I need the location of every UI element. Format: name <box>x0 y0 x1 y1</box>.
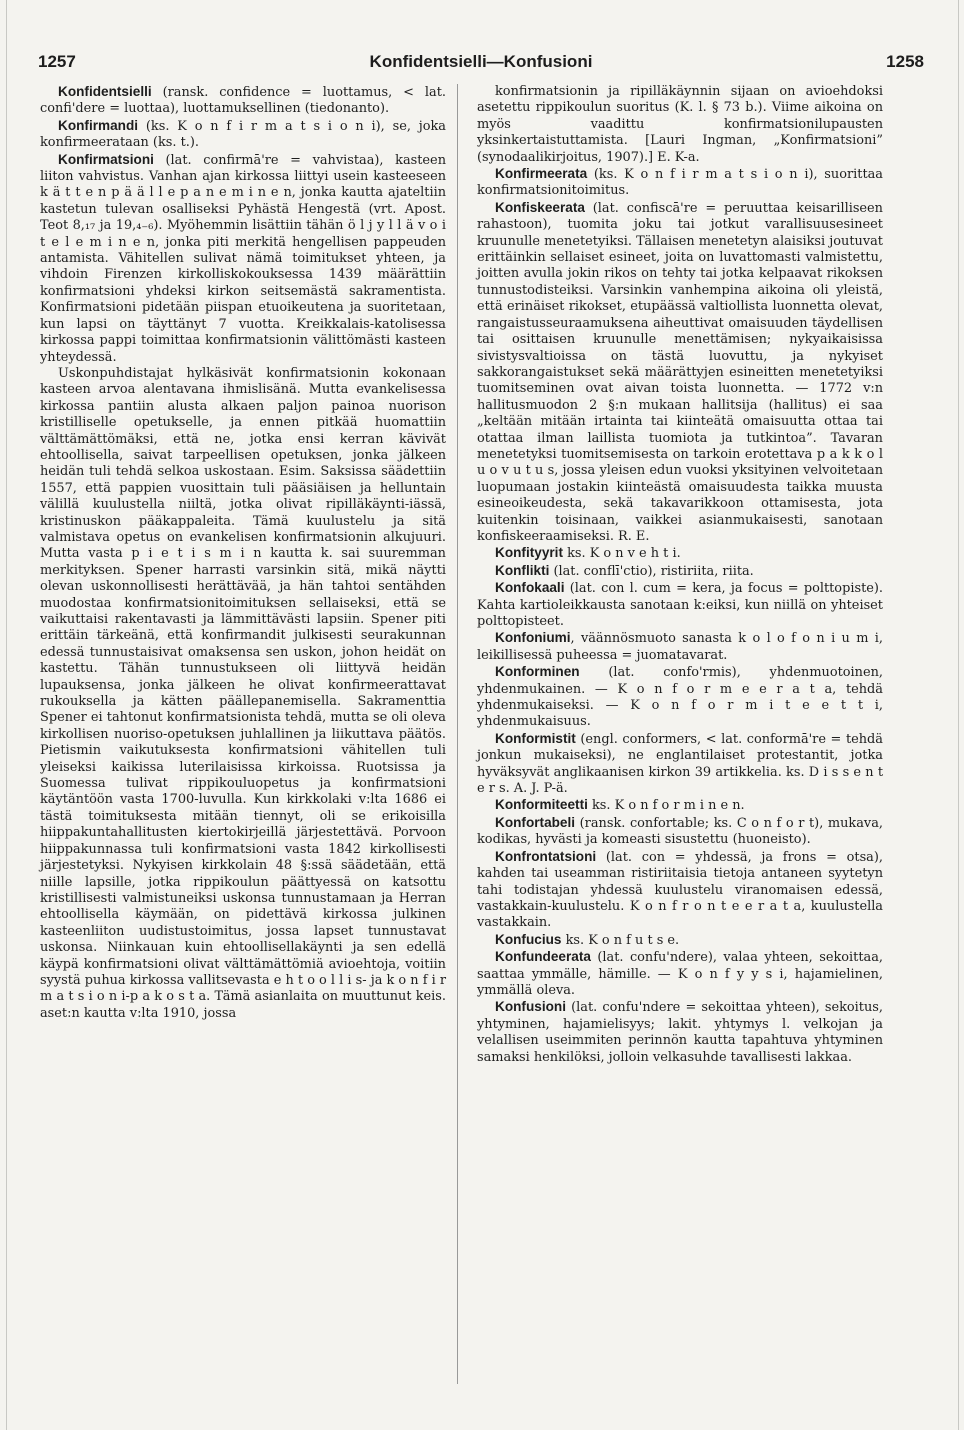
dictionary-entry <box>40 84 446 118</box>
entry-headword: Konfirmatsioni <box>58 151 154 167</box>
entry-headword: Konfityyrit <box>495 545 563 561</box>
dictionary-entry <box>477 630 883 664</box>
entry-text: ks. K o n v e h t i. <box>562 546 681 562</box>
dictionary-entry <box>477 580 883 630</box>
entry-text: (lat. confo'rmis), yhdenmuotoinen, yhdenmukainen. — K o n f o r m e e r a t a, tehdä yhdenmukaiseksi. — K o n f o r m i t e e t t i, yhdenmukaisuus. <box>477 665 883 730</box>
dictionary-entry <box>477 166 883 200</box>
dictionary-entry <box>477 731 883 798</box>
page-number-left: 1257 <box>38 52 76 71</box>
entry-text: Uskonpuhdistajat hylkäsivät konfirmatsionin kokonaan kasteen arvoa alentavana ihmislisänä. Mutta evankelisessa kirkossa pantiin alusta alkaen paljon painoa nuorison kristilliselle opetukselle, ja ennen pitkää huomattiin välttämättömäksi, että ne, jotka ensi kerran kävivät ehtoollisella, saivat tarpeellisen opetuksen, jonka jälkeen heidän tuli tehdä selkoa uskostaan. Esim. Saksissa säädettiin 1557, että pappien vuosittain tuli pääsiäisen ja helluntain välillä kuulustella niiltä, jotka olivat ripilläkäynti-iässä, kristinuskon pääkappaleita. Tämä kuulustelu ja sitä valmistava opetus on evankelisen konfirmatsionin alkujuuri. Mutta vasta p i e t i s m i n kautta k. sai suuremman merkityksen. Spener harrasti varsinkin sitä, mikä näytti olevan uskonnollisesti herättävää, ja hän tahtoi sentähden muodostaa konfirmatsionitoimituksen sellaiseksi, että se vaikuttaisi rakentavasti ja lämmittävästi lapsiin. Spener piti erittäin tärkeänä, että konfirmandit julkisesti seurakunnan edessä tunnustaisivat omaksensa sen uskon, johon heidät on kastettu. Tähän tunnustukseen oli liittyvä heidän lupauksensa, jonka jälkeen he olivat konfirmeerattavat rukouksella ja kätten päällepanemisella. Sakramenttia Spener ei tahtonut konfirmatsionista tehdä, mutta se oli oleva kirkollisen nuoriso-opetuksen juhlallinen ja liikuttava päätös. Pietismin vaikutuksesta konfirmatsioni vähitellen tuli yleiseksi kaikissa luterilaisissa kirkoissa. Ruotsissa ja Suomessa tulivat rippikouluopetus ja konfirmatsioni käytäntöön vasta 1700-luvulla. Kun kirkkolaki v:lta 1686 ei tästä toimituksesta mitään tiennyt, oli se erikoisilla hiippakuntahallitusten kiertokirjeillä järjestettävä. Porvoon hiippakunnassa tuli konfirmatsioni vasta 1842 kirkollisesti järjestetyksi. Nykyisen kirkkolain 48 §:ssä säädetään, että niille lapsille, jotka rippikoulun päättyessä on katsottu kristillisesti valmistuneiksi uskonsa tunnustamaan ja Herran ehtoollisella käymään, on pidettävä kirkossa julkinen kasteenliiton uudistustoimitus, jossa lapset tunnustavat uskonsa. Niinkauan kuin ehtoollisellakäynti ja sen edellä käypä konfirmatsioni olivat välttämättömiä avioehtoja, voitiin syystä puhua kirkossa vallitsevasta e h t o o l l i s- ja k o n f i r m a t s i o n i-p a k o s t a. Tämä asianlaita on muuttunut keis. aset:n kautta v:lta 1910, jossa <box>40 365 446 1021</box>
entry-headword: Konflikti <box>495 562 550 578</box>
dictionary-entry <box>40 366 446 1022</box>
running-title: Konfidentsielli—Konfusioni <box>369 52 593 71</box>
left-column <box>40 84 446 1022</box>
entry-headword: Konfusioni <box>495 999 566 1015</box>
entry-headword: Konformistit <box>495 730 576 746</box>
entry-headword: Konfokaali <box>495 580 565 596</box>
entry-text: (lat. confu'ndere), valaa yhteen, sekoittaa, saattaa ymmälle, hämille. — K o n f y y s i, hajamielinen, ymmällä oleva. <box>477 950 883 998</box>
entry-text: (ransk. confortable; ks. C o n f o r t), mukava, kodikas, hyvästi ja komeasti sisustettu (huoneisto). <box>477 815 883 848</box>
right-column <box>477 84 883 1066</box>
entry-headword: Konfortabeli <box>495 814 576 830</box>
entry-text: (lat. conflī'ctio), ristiriita, riita. <box>549 563 754 579</box>
entry-headword: Konfundeerata <box>495 949 591 965</box>
dictionary-entry <box>477 932 883 949</box>
entry-text: , väännösmuoto sanasta k o l o f o n i u m i, leikillisessä puheessa = juomatavarat. <box>477 631 883 663</box>
entry-text: (ransk. confidence = luottamus, < lat. confi'dere = luottaa), luottamuksellinen (tiedonanto). <box>40 85 446 117</box>
column-divider <box>457 84 458 1384</box>
entry-headword: Konforminen <box>495 664 580 680</box>
dictionary-entry <box>477 949 883 999</box>
right-margin-line <box>958 0 959 1430</box>
page-number-right: 1258 <box>886 52 924 71</box>
dictionary-entry <box>477 84 883 166</box>
entry-text: (lat. con l. cum = kera, ja focus = polttopiste). Kahta kartioleikkausta sanotaan k:eiksi, kun niillä on yhteiset polttopisteet. <box>477 581 883 629</box>
dictionary-entry <box>477 545 883 562</box>
entry-headword: Konformiteetti <box>495 797 588 813</box>
entry-headword: Konfirmandi <box>58 117 139 133</box>
dictionary-entry <box>477 563 883 580</box>
left-margin-line <box>6 0 7 1430</box>
dictionary-entry <box>477 200 883 546</box>
entry-text: ks. K o n f o r m i n e n. <box>587 798 745 814</box>
page-header <box>38 52 924 80</box>
dictionary-entry <box>477 999 883 1066</box>
entry-headword: Konfrontatsioni <box>495 848 597 864</box>
entry-text: (ks. K o n f i r m a t s i o n i), se, joka konfirmeerataan (ks. t.). <box>40 118 446 151</box>
entry-text: (lat. con = yhdessä, ja frons = otsa), kahden tai useamman ristiriitaisia tietoja antaneen syytetyn tahi todistajan yhdessä kuulustelu viranomaisen edessä, vastakkain-kuulustelu. K o n f r o n t e e r a t a, kuulustella vastakkain. <box>477 849 883 931</box>
entry-headword: Konfirmeerata <box>495 166 588 182</box>
entry-headword: Konfoniumi <box>495 630 571 646</box>
entry-text: konfirmatsionin ja ripilläkäynnin sijaan on avioehdoksi asetettu rippikoulun suoritus (K. l. § 73 b.). Viime aikoina on myös vaadittu konfirmatsionilupausten yksinkertaistuttamista. [Lauri Ingman, „Konfirmatsioni” (synodaalikirjoitus, 1907).] E. K-a. <box>477 84 883 165</box>
entry-text: (lat. confirmā're = vahvistaa), kasteen liiton vahvistus. Vanhan ajan kirkossa liittyi usein kasteeseen k ä t t e n p ä ä l l e p a n e m i n e n, jonka kautta ajateltiin kastetun tulevan osalliseksi Pyhästä Hengestä (vrt. Apost. Teot 8,₁₇ ja 19,₄₋₆). Myöhemmin lisättiin tähän ö l j y l l ä v o i t e l e m i n e n, jonka piti merkitä hengellisen pappeuden antamista. Vähitellen sulivat nämä toimitukset yhteen, ja vihdoin Firenzen kirkolliskokouksessa 1439 määrättiin konfirmatsioni yhdeksi kirkon seitsemästä sakramentista. Konfirmatsioni pidetään piispan etuoikeutena ja suoritetaan, kun lapsi on täyttänyt 7 vuotta. Kreikkalais-katolisessa kirkossa pappi toimittaa konfirmatsionin välittömästi kasteen yhteydessä. <box>40 152 446 365</box>
entry-text: (engl. conformers, < lat. conformā're = tehdä jonkun mukaiseksi), ne englantilaiset protestantit, jotka hyväksyvät anglikaanisen kirkon 39 artikkelia. ks. D i s s e n t e r s. A. J. P-ä. <box>477 731 883 797</box>
entry-headword: Konfucius <box>495 931 562 947</box>
dictionary-entry <box>40 152 446 366</box>
entry-text: ks. K o n f u t s e. <box>561 932 680 948</box>
dictionary-entry <box>40 118 446 152</box>
entry-text: (lat. confu'ndere = sekoittaa yhteen), sekoitus, yhtyminen, hajamielisyys; lakit. yhtymys l. velkojan ja velallisen useimmiten perinnön kautta tapahtuva yhtyminen samaksi henkilöksi, jolloin velkasuhde tavallisesti lakkaa. <box>477 1000 883 1065</box>
entry-text: (ks. K o n f i r m a t s i o n i), suorittaa konfirmatsionitoimitus. <box>477 167 883 199</box>
dictionary-entry <box>477 664 883 731</box>
dictionary-entry <box>477 815 883 849</box>
entry-headword: Konfiskeerata <box>495 199 585 215</box>
entry-headword: Konfidentsielli <box>58 84 152 99</box>
dictionary-entry <box>477 797 883 814</box>
entry-text: (lat. confiscā're = peruuttaa keisarilliseen rahastoon), tuomita joku tai jotkut varallisuusesineet kruunulle menetetyiksi. Tällaisen menetetyn alaisiksi joutuvat erittäinkin sellaiset esineet, joita on luvattomasti valmistettu, joitten avulla jokin rikos on tehty tai jotka kelpaavat rikoksen tunnustodisteiksi. Varsinkin vanhempina aikoina oli yleistä, että erinäiset rikokset, etupäässä valtiollista luonnetta olevat, rangaistusseuraamuksena aiheuttivat omaisuuden täydellisen tai osittaisen kruunulle menettämisen; nykyaikaisissa sivistysvaltioissa on tästä luovuttu, ja nykyiset sakkorangaistukset sekä määrättyjen esineitten menetetyiksi tuomitseminen ovat aivan toista luonnetta. — 1772 v:n hallitusmuodon 2 §:n mukaan hallitsija (hallitus) ei saa „keltään mitään irtainta tai kiinteätä omaisuutta ottaa tai otattaa ilman laillista tuomiota ja tutkintoa”. Tavaran menetetyksi tuomitsemisesta on tarkoin erotettava p a k k o l u o v u t u s, jossa yleisen edun vuoksi yksityinen velvoitetaan luopumaan jostakin kiinteästä omaisuudesta taikka muusta esineoikeudesta, sekä takavarikkoon ottamisesta, jota kuitenkin toisinaan, vaikkei asianmukaisesti, sanotaan konfiskeeraamiseksi. R. E. <box>477 200 883 544</box>
dictionary-entry <box>477 849 883 932</box>
